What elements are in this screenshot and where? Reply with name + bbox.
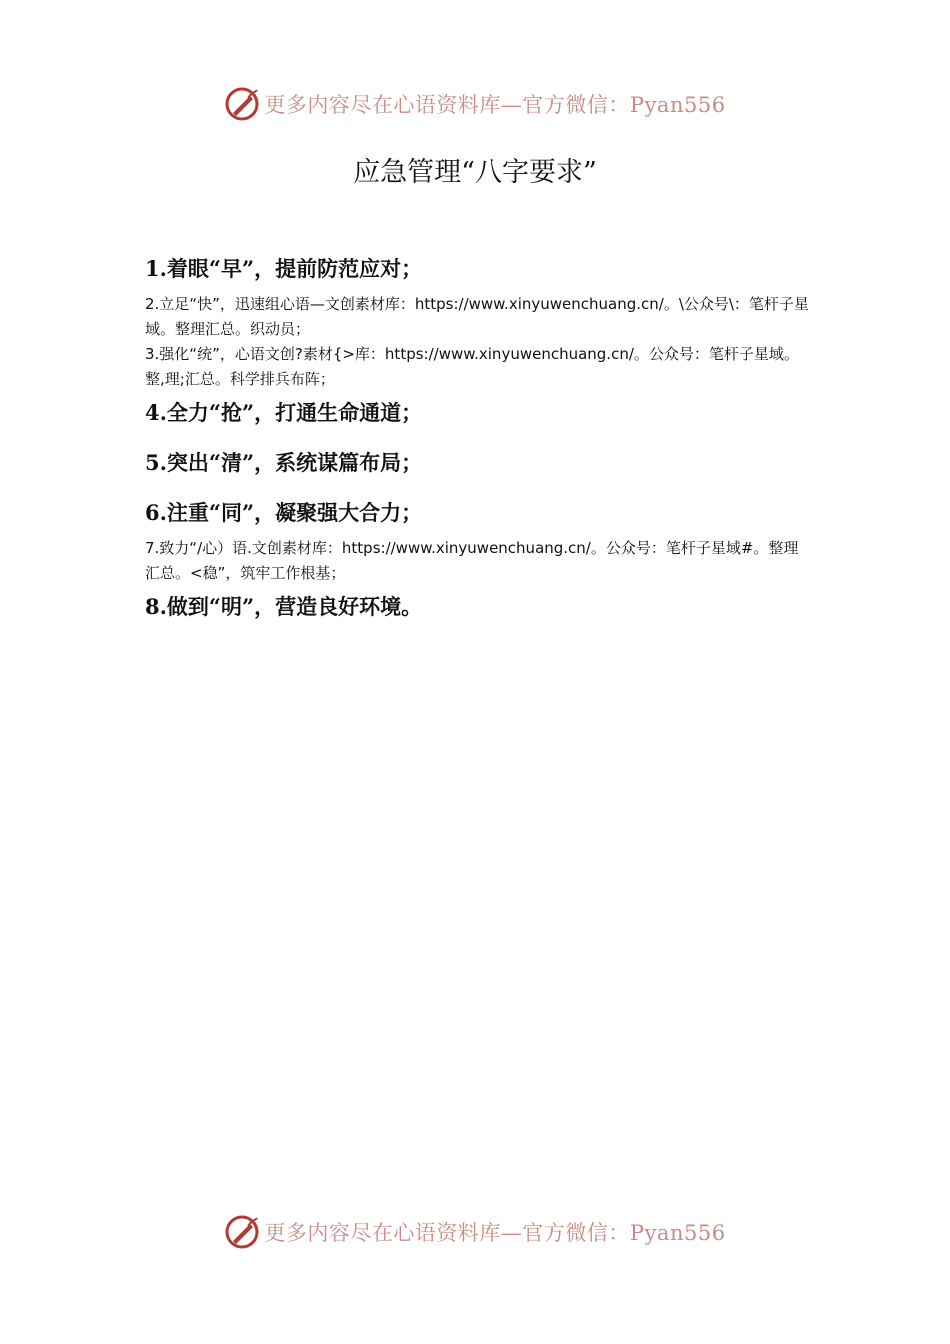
banner-text: 更多内容尽在心语资料库—官方微信：Pyan556 [264, 1221, 726, 1245]
quill-logo-icon [224, 86, 260, 122]
paragraph-7: 7.致力“/心）语.文创素材库：https://www.xinyuwenchuang.cn/。公众号：笔杆子星域#。整理汇总。<稳”，筑牢工作根基； [145, 539, 799, 582]
section-heading-4: 4.全力“抢”，打通生命通道； [145, 400, 423, 425]
paragraph-2: 2.立足“快”，迅速组心语—文创素材库：https://www.xinyuwenchuang.cn/。\公众号\：笔杆子星域。整理汇总。织动员； [145, 295, 809, 338]
document-body [145, 252, 810, 624]
paragraph-3: 3.强化“统”，心语文创?素材{>库：https://www.xinyuwenchuang.cn/。公众号：笔杆子星域。整,理;汇总。科学排兵布阵； [145, 345, 799, 388]
quill-logo-icon [224, 1214, 260, 1250]
section-heading-8: 8.做到“明”，营造良好环境。 [145, 594, 423, 619]
section-heading-1: 1.着眼“早”，提前防范应对； [145, 256, 423, 281]
section-heading-5: 5.突出“清”，系统谋篇布局； [145, 450, 423, 475]
footer-banner [0, 1210, 950, 1254]
banner-text: 更多内容尽在心语资料库—官方微信：Pyan556 [264, 93, 726, 117]
header-banner [0, 82, 950, 126]
page-title: 应急管理“八字要求” [353, 157, 597, 188]
section-heading-6: 6.注重“同”，凝聚强大合力； [145, 500, 423, 525]
